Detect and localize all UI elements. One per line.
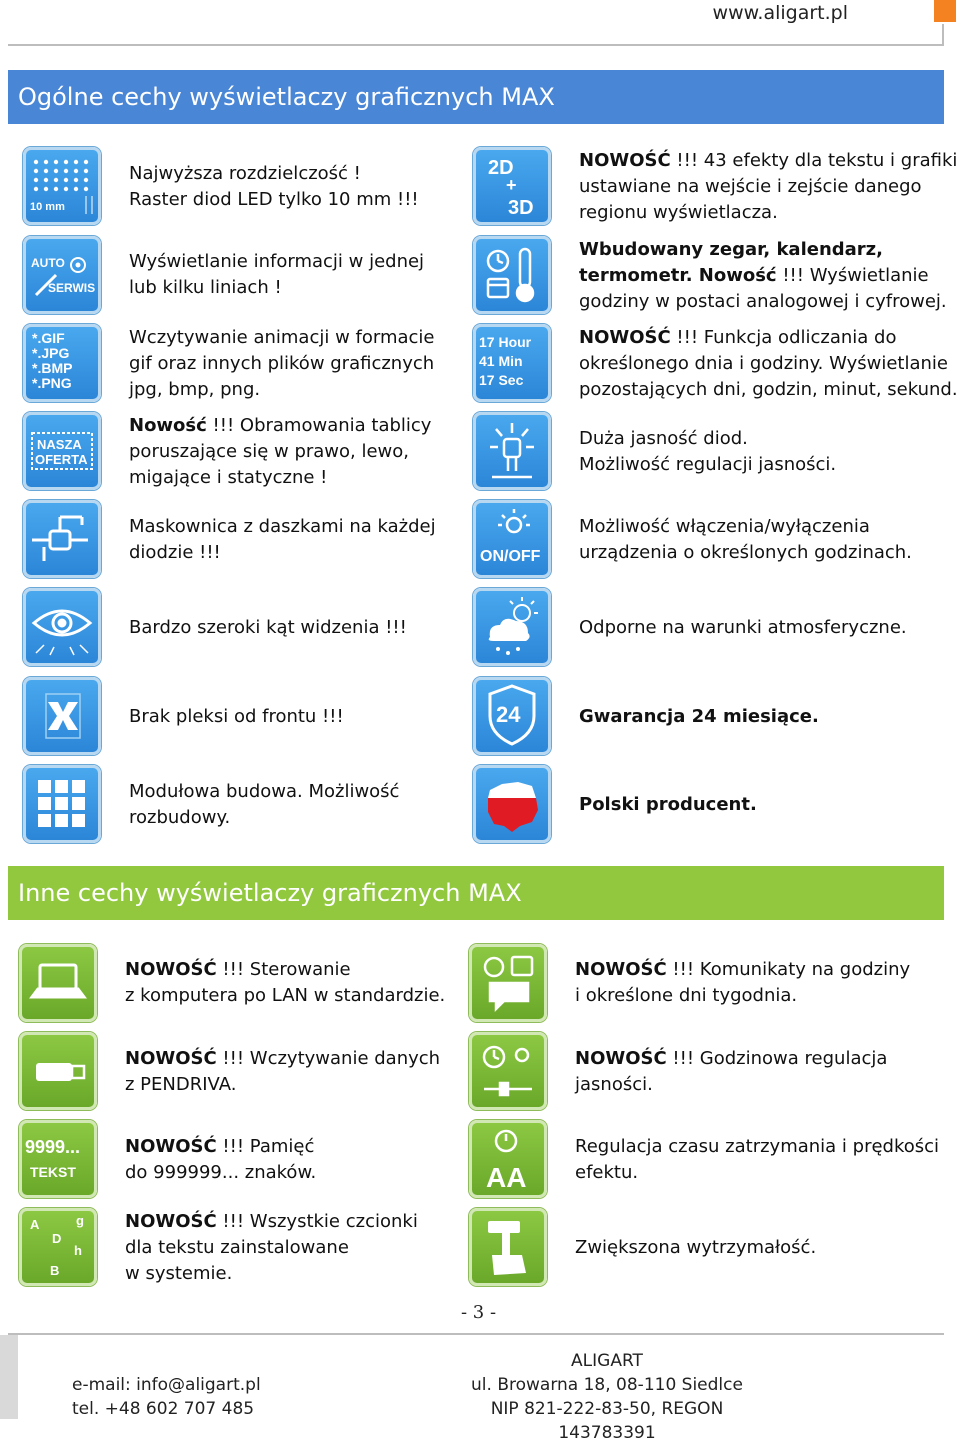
feature-line: dla tekstu zainstalowane bbox=[125, 1237, 349, 1258]
speed-text-icon bbox=[469, 1120, 547, 1198]
feature-line: ustawiane na wejście i zejście danego bbox=[579, 176, 922, 197]
feature-line: Bardzo szeroki kąt widzenia !!! bbox=[129, 617, 407, 638]
svg-text:*.PNG: *.PNG bbox=[32, 375, 72, 391]
feature-line: Wczytywanie animacji w formacie bbox=[129, 327, 435, 348]
schedule-messages-icon bbox=[469, 944, 547, 1022]
svg-text:10 mm: 10 mm bbox=[30, 201, 65, 213]
section-other-banner bbox=[8, 866, 944, 920]
feature-lan: NOWOŚĆ !!! Sterowanie z komputera po LAN w standardzie. bbox=[125, 957, 445, 1009]
feature-countdown: NOWOŚĆ !!! Funkcja odliczania do określonego dnia i godziny. Wyświetlanie pozostających dni, godzin, minut, sekund. bbox=[579, 325, 958, 403]
nasza-oferta-icon bbox=[23, 412, 101, 490]
section-other-title: Inne cechy wyświetlaczy graficznych MAX bbox=[18, 879, 522, 907]
svg-text:AUTO: AUTO bbox=[31, 256, 65, 270]
feature-line: godziny w postaci analogowej i cyfrowej. bbox=[579, 291, 947, 312]
feature-line: Modułowa budowa. Możliwość bbox=[129, 781, 400, 802]
led-grid-10mm-icon bbox=[23, 147, 101, 225]
feature-line: z komputera po LAN w standardzie. bbox=[125, 985, 446, 1006]
feature-memory: NOWOŚĆ !!! Pamięć do 999999... znaków. bbox=[125, 1134, 316, 1186]
feature-line: efektu. bbox=[575, 1162, 639, 1183]
weather-icon bbox=[473, 588, 551, 666]
feature-line: Możliwość regulacji jasności. bbox=[579, 454, 837, 475]
feature-on-off bbox=[579, 514, 912, 566]
footer-divider bbox=[8, 1333, 944, 1335]
brand-square bbox=[934, 0, 956, 22]
auto-serwis-icon bbox=[23, 236, 101, 314]
footer-contact bbox=[72, 1373, 261, 1421]
file-formats-icon bbox=[23, 324, 101, 402]
brightness-icon bbox=[473, 412, 551, 490]
feature-line: urządzenia o określonych godzinach. bbox=[579, 542, 912, 563]
feature-line: Wyświetlanie informacji w jednej bbox=[129, 251, 425, 272]
svg-text:17 Hour: 17 Hour bbox=[479, 334, 532, 350]
feature-line: Raster diod LED tylko 10 mm !!! bbox=[129, 189, 419, 210]
svg-text:SERWIS: SERWIS bbox=[48, 281, 96, 295]
svg-text:+: + bbox=[506, 175, 517, 195]
modules-icon bbox=[23, 765, 101, 843]
svg-text:ON/OFF: ON/OFF bbox=[480, 548, 541, 565]
svg-text:AA: AA bbox=[486, 1162, 527, 1193]
feature-line: Brak pleksi od frontu !!! bbox=[129, 706, 344, 727]
feature-line: pozostających dni, godzin, minut, sekund. bbox=[579, 379, 958, 400]
footer-address: ul. Browarna 18, 08-110 Siedlce bbox=[471, 1375, 743, 1395]
svg-text:OFERTA: OFERTA bbox=[35, 452, 88, 467]
feature-borders: Nowość !!! Obramowania tablicy poruszające się w prawo, lewo, migające i statyczne ! bbox=[129, 413, 431, 491]
2d-3d-icon bbox=[473, 147, 551, 225]
feature-line: i określone dni tygodnia. bbox=[575, 985, 798, 1006]
feature-line: jpg, bmp, png. bbox=[129, 379, 261, 400]
svg-text:h: h bbox=[74, 1243, 82, 1258]
section-general-title: Ogólne cechy wyświetlaczy graficznych MAX bbox=[18, 83, 555, 111]
footer-phone[interactable]: tel. +48 602 707 485 bbox=[72, 1399, 255, 1419]
svg-text:41 Min: 41 Min bbox=[479, 353, 523, 369]
no-plexi-icon bbox=[23, 677, 101, 755]
feature-line: migające i statyczne ! bbox=[129, 467, 328, 488]
feature-line: regionu wyświetlacza. bbox=[579, 202, 778, 223]
feature-clock: Wbudowany zegar, kalendarz, termometr. Nowość !!! Wyświetlanie godziny w postaci analogowej i cyfrowej. bbox=[579, 237, 947, 315]
feature-weather bbox=[579, 615, 907, 641]
hourly-brightness-icon bbox=[469, 1032, 547, 1110]
feature-line: diodzie !!! bbox=[129, 542, 221, 563]
warranty-24-icon bbox=[473, 677, 551, 755]
feature-scheduled-messages: NOWOŚĆ !!! Komunikaty na godziny i określone dni tygodnia. bbox=[575, 957, 910, 1009]
svg-text:D: D bbox=[52, 1231, 62, 1246]
website-url[interactable]: www.aligart.pl bbox=[712, 2, 848, 24]
feature-line: Duża jasność diod. bbox=[579, 428, 748, 449]
section-general-banner bbox=[8, 70, 944, 124]
svg-text:*.BMP: *.BMP bbox=[32, 360, 73, 376]
svg-text:9999...: 9999... bbox=[25, 1137, 81, 1157]
clock-calendar-thermometer-icon bbox=[473, 236, 551, 314]
laptop-icon bbox=[19, 944, 97, 1022]
feature-line: w systemie. bbox=[125, 1263, 233, 1284]
header-divider bbox=[8, 44, 944, 46]
page-number: - 3 - bbox=[461, 1302, 497, 1323]
feature-speed bbox=[575, 1134, 939, 1186]
fonts-icon bbox=[19, 1208, 97, 1286]
feature-line: gif oraz innych plików graficznych bbox=[129, 353, 435, 374]
feature-line: jasności. bbox=[575, 1074, 653, 1095]
feature-effects: NOWOŚĆ !!! 43 efekty dla tekstu i grafiki ustawiane na wejście i zejście danego regionu wyświetlacza. bbox=[579, 148, 957, 226]
svg-text:*.GIF: *.GIF bbox=[32, 330, 65, 346]
feature-viewing-angle bbox=[129, 615, 407, 641]
footer-nip: NIP 821-222-83-50, REGON 143783391 bbox=[490, 1399, 724, 1443]
feature-usb: NOWOŚĆ !!! Wczytywanie danych z PENDRIVA. bbox=[125, 1046, 440, 1098]
feature-animations bbox=[129, 325, 435, 403]
footer-company-name: ALIGART bbox=[571, 1351, 643, 1371]
feature-line: poruszające się w prawo, lewo, bbox=[129, 441, 410, 462]
feature-line: określonego dnia i godziny. Wyświetlanie bbox=[579, 353, 948, 374]
feature-line: lub kilku liniach ! bbox=[129, 277, 282, 298]
feature-no-plexi bbox=[129, 704, 344, 730]
countdown-icon bbox=[473, 324, 551, 402]
feature-line: Zwiększona wytrzymałość. bbox=[575, 1237, 817, 1258]
footer-side-bar bbox=[0, 1335, 18, 1419]
visor-icon bbox=[23, 500, 101, 578]
usb-drive-icon bbox=[19, 1032, 97, 1110]
feature-line: Najwyższa rozdzielczość ! bbox=[129, 163, 361, 184]
feature-line: z PENDRIVA. bbox=[125, 1074, 237, 1095]
svg-text:2D: 2D bbox=[488, 157, 514, 179]
svg-text:B: B bbox=[50, 1263, 60, 1278]
feature-brightness bbox=[579, 426, 836, 478]
svg-text:*.JPG: *.JPG bbox=[32, 345, 70, 361]
feature-line: rozbudowy. bbox=[129, 807, 231, 828]
eye-icon bbox=[23, 588, 101, 666]
feature-lines bbox=[129, 249, 424, 301]
footer-company bbox=[452, 1349, 762, 1445]
on-off-icon bbox=[473, 500, 551, 578]
feature-line: Regulacja czasu zatrzymania i prędkości bbox=[575, 1136, 940, 1157]
svg-text:24: 24 bbox=[496, 702, 521, 727]
feature-line: Maskownica z daszkami na każdej bbox=[129, 516, 436, 537]
footer-email[interactable]: e-mail: info@aligart.pl bbox=[72, 1375, 261, 1395]
feature-line: Odporne na warunki atmosferyczne. bbox=[579, 617, 907, 638]
header-corner-line bbox=[942, 24, 944, 46]
text-memory-icon bbox=[19, 1120, 97, 1198]
svg-text:3D: 3D bbox=[508, 197, 534, 219]
feature-fonts: NOWOŚĆ !!! Wszystkie czcionki dla tekstu zainstalowane w systemie. bbox=[125, 1209, 418, 1287]
svg-text:NASZA: NASZA bbox=[37, 437, 82, 452]
hammer-hand-icon bbox=[469, 1208, 547, 1286]
feature-warranty: Gwarancja 24 miesiące. bbox=[579, 706, 819, 727]
feature-line: Możliwość włączenia/wyłączenia bbox=[579, 516, 870, 537]
svg-text:17 Sec: 17 Sec bbox=[479, 372, 524, 388]
feature-polish-producer: Polski producent. bbox=[579, 794, 757, 815]
svg-text:g: g bbox=[76, 1213, 84, 1228]
svg-text:TEKST: TEKST bbox=[30, 1164, 76, 1180]
feature-durability bbox=[575, 1235, 816, 1261]
svg-text:A: A bbox=[30, 1217, 40, 1232]
feature-hourly-brightness: NOWOŚĆ !!! Godzinowa regulacja jasności. bbox=[575, 1046, 887, 1098]
poland-map-icon bbox=[473, 765, 551, 843]
feature-visor bbox=[129, 514, 436, 566]
feature-resolution bbox=[129, 161, 419, 213]
feature-modular bbox=[129, 779, 399, 831]
feature-line: do 999999... znaków. bbox=[125, 1162, 317, 1183]
